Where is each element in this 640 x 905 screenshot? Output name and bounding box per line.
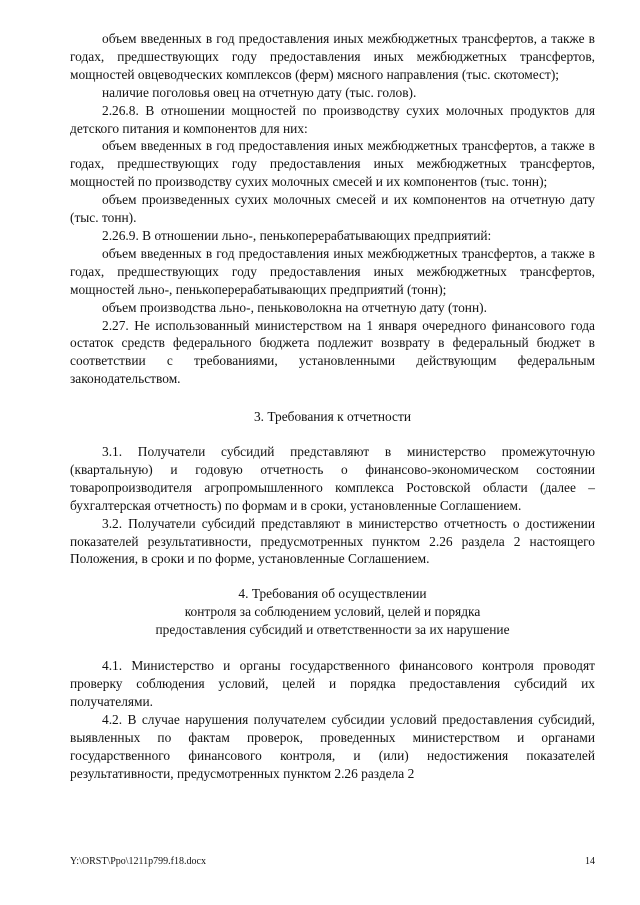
paragraph: 3.2. Получатели субсидий представляют в министерство отчетность о достижении показателей результативности, предусмотренных пунктом 2.26 раздела 2 настоящего Положения, в сроки и по форме, установленные Соглашением. [70, 515, 595, 567]
paragraph: объем произведенных сухих молочных смесей и их компонентов на отчетную дату (тыс. тонн). [70, 192, 595, 226]
paragraph: 4.1. Министерство и органы государственного финансового контроля проводят проверку соблюдения условий, целей и порядка предоставления субсидий их получателями. [70, 658, 595, 709]
paragraph: 2.27. Не использованный министерством на 1 января очередного финансового года остаток средств федерального бюджета подлежит возврату в федеральный бюджет в соответствии с требованиями, установленными действующим федеральным законодательством. [70, 317, 595, 387]
section-4-heading [70, 585, 595, 639]
paragraph: 2.26.8. В отношении мощностей по производству сухих молочных продуктов для детского питания и компонентов для них: [70, 102, 595, 136]
document-page [70, 30, 595, 782]
paragraph: 3.1. Получатели субсидий представляют в министерство промежуточную (квартальную) и годовую отчетность о финансово-экономическом состоянии товаропроизводителя агропромышленного комплекса Ростовской области (далее – бухгалтерская отчетность) по формам и в сроки, установленные Соглашением. [70, 444, 595, 513]
section-3-heading: 3. Требования к отчетности [253, 409, 412, 425]
paragraph: объем введенных в год предоставления иных межбюджетных трансфертов, а также в годах, предшествующих году предоставления иных межбюджетных трансфертов, мощностей овцеводческих комплексов (ферм) мясного направления (тыс. скотомест); [70, 31, 595, 82]
paragraph: объем введенных в год предоставления иных межбюджетных трансфертов, а также в годах, предшествующих году предоставления иных межбюджетных трансфертов, мощностей льно-, пенькоперерабатывающих предприятий (тонн); [70, 245, 595, 297]
file-path: Y:\ORST\Ppo\1211p799.f18.docx [70, 856, 206, 867]
paragraph: 2.26.9. В отношении льно-, пенькоперерабатывающих предприятий: [102, 227, 492, 243]
section-4-heading-line: предоставления субсидий и ответственности за их нарушение [155, 622, 510, 638]
page-footer [70, 856, 595, 867]
paragraph: объем производства льно-, пеньковолокна на отчетную дату (тонн). [102, 299, 487, 315]
section-4-heading-line: контроля за соблюдением условий, целей и порядка [184, 604, 481, 620]
paragraph: 4.2. В случае нарушения получателем субсидии условий предоставления субсидий, выявленных по фактам проверок, проведенных министерством и органами государственного финансового контроля, и (или) недостижения показателей результативности, предусмотренных пунктом 2.26 раздела 2 [70, 711, 595, 781]
section-4-heading-line: 4. Требования об осуществлении [238, 586, 427, 602]
page-number: 14 [585, 856, 595, 867]
paragraph: объем введенных в год предоставления иных межбюджетных трансфертов, а также в годах, предшествующих году предоставления иных межбюджетных трансфертов, мощностей по производству сухих молочных смесей и их компонентов (тыс. тонн); [70, 138, 595, 190]
paragraph: наличие поголовья овец на отчетную дату (тыс. голов). [102, 84, 417, 100]
